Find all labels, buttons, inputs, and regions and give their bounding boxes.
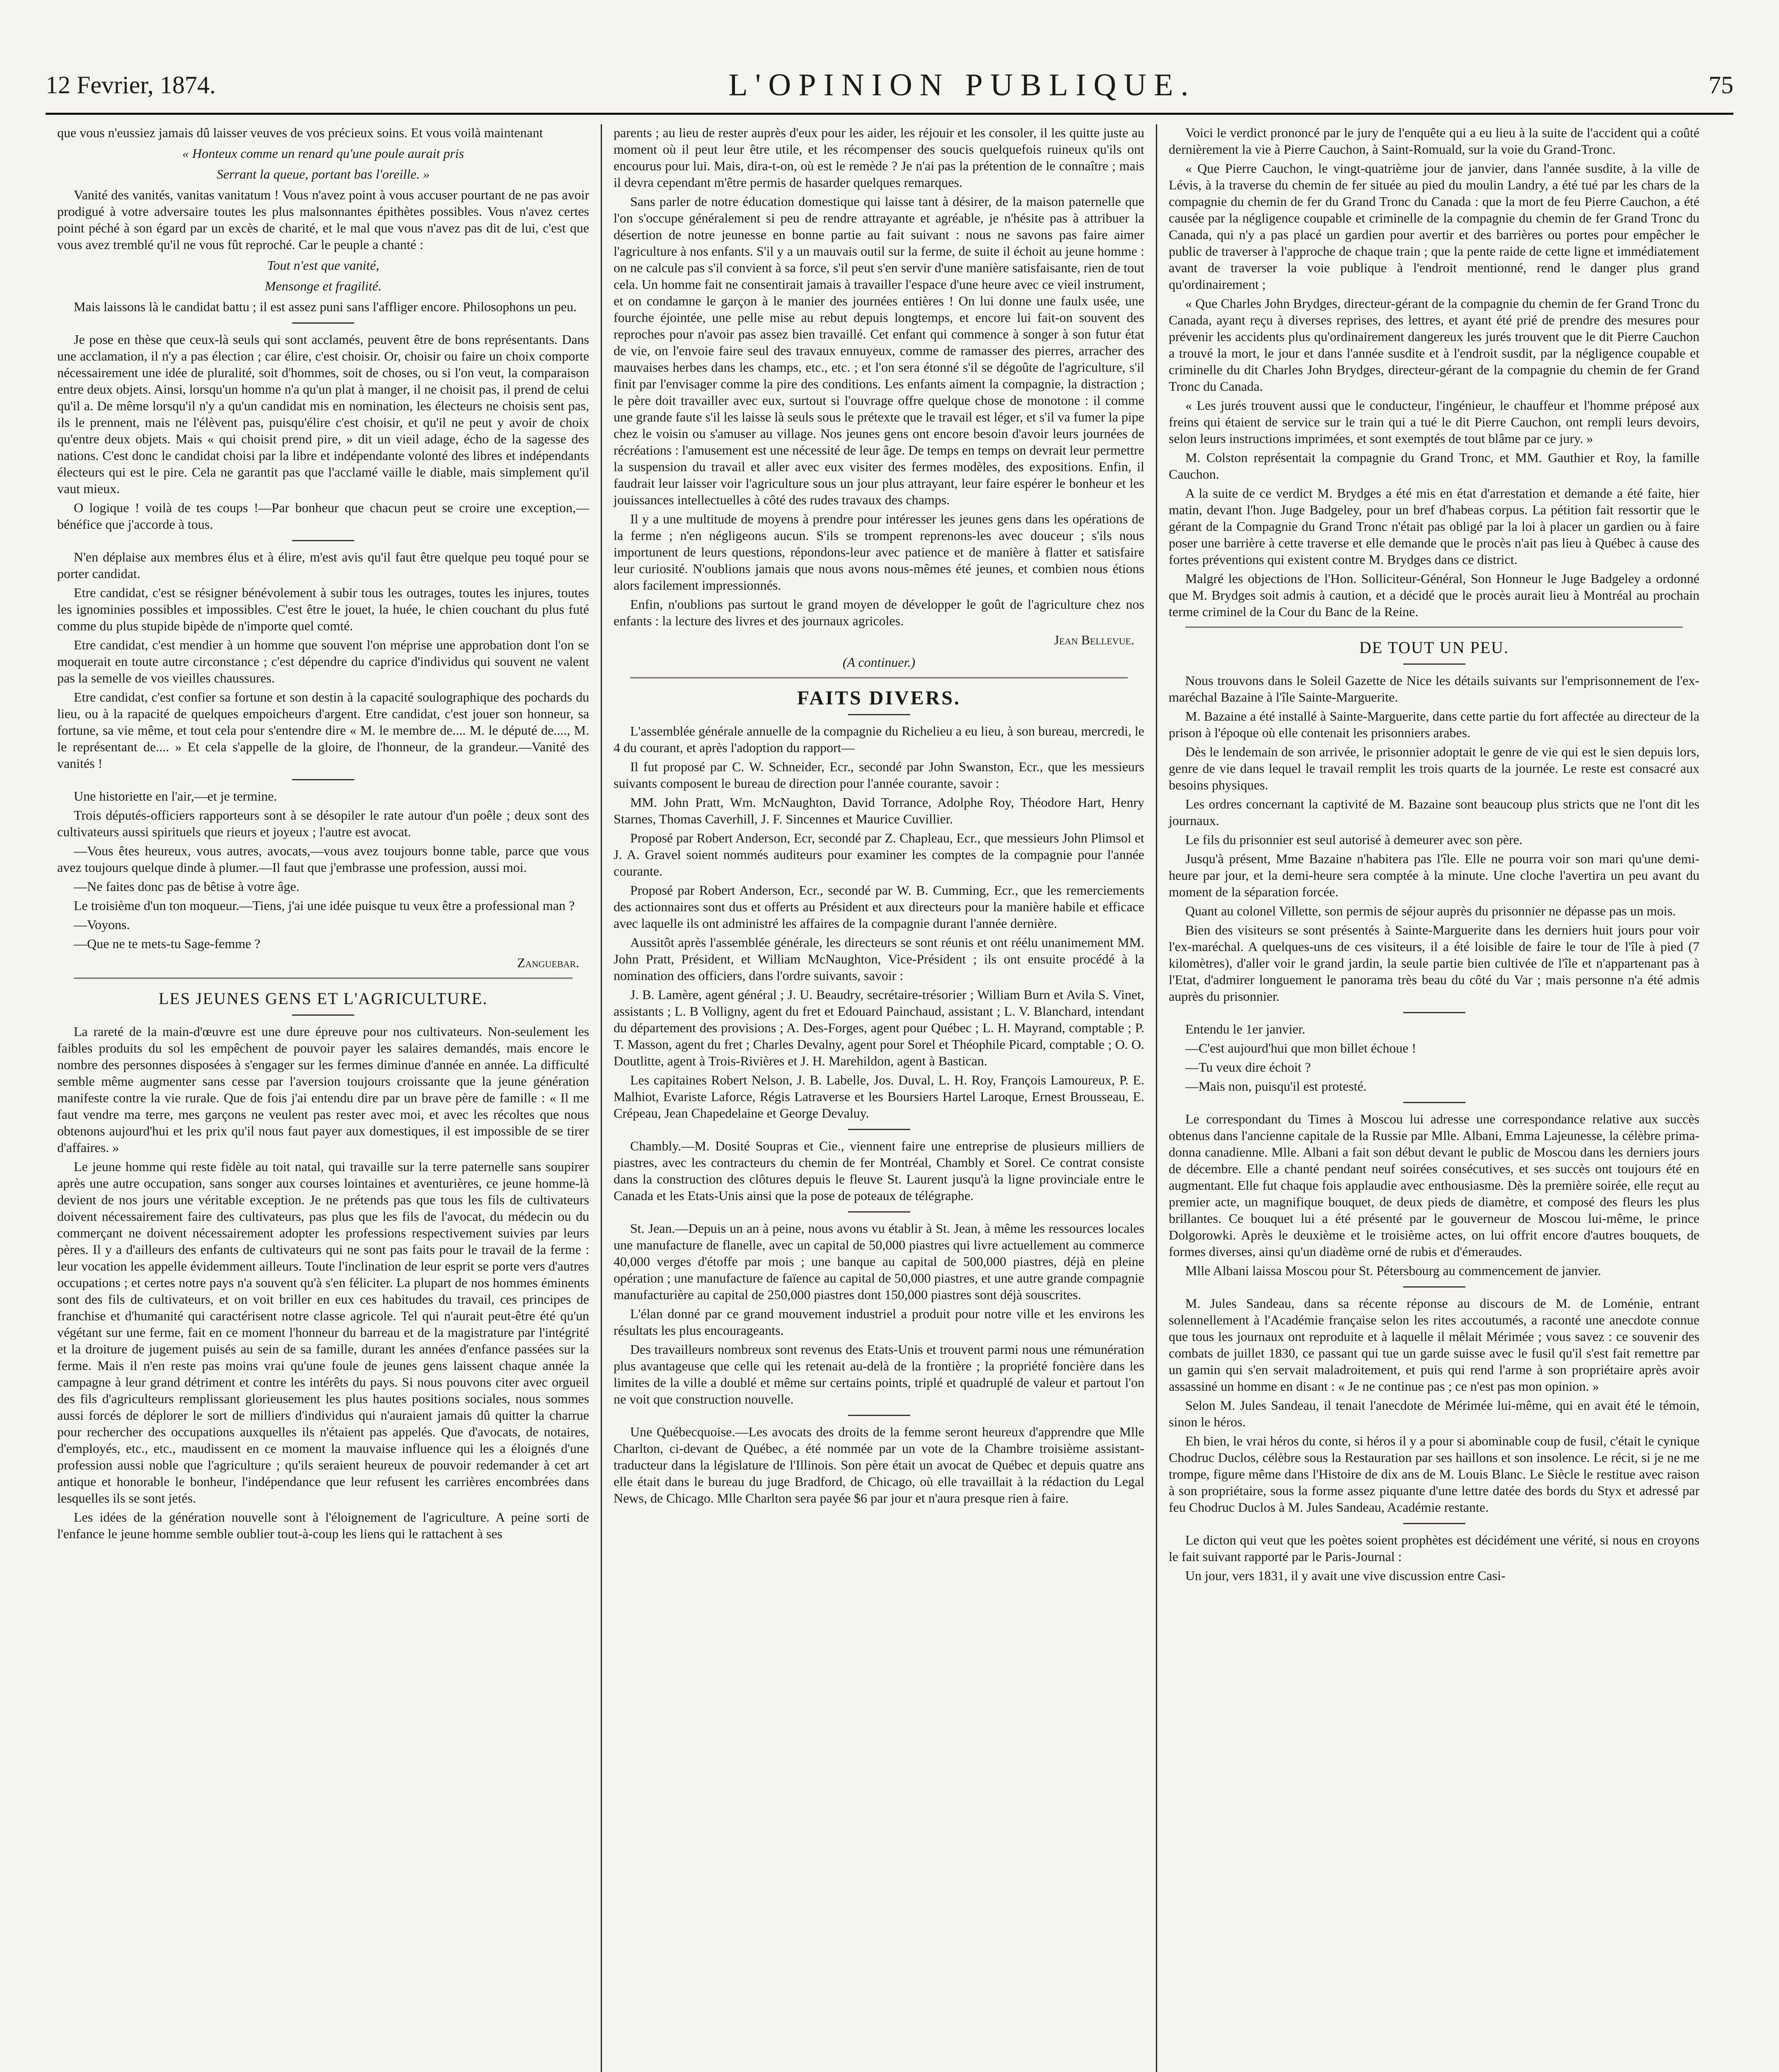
paragraph: M. Bazaine a été installé à Sainte-Marguerite, dans cette partie du fort affectée au directeur de la prison à l'époque où elle contenait les prisonniers arabes.	[1169, 709, 1699, 740]
paragraph: Etre candidat, c'est mendier à un homme que souvent l'on méprise une approbation dont l'on se moquerait en toute autre circonstance ; c'est dépendre du caprice d'individus qui souvent ne valent pas la semelle de vos vieilles chaussures.	[57, 637, 589, 685]
paragraph: Bien des visiteurs se sont présentés à Sainte-Marguerite dans les derniers huit jours pour voir l'ex-maréchal. A quelques-uns de ces visiteurs, il a été loisible de faire le tour de l'île à pied (7 kilomètres), d'aller voir le grand jardin, la seule partie bien cultivée de l'île et n'appartenant pas à l'Etat, d'admirer longuement le panorama très beau du côté du Var ; mais personne n'a été admis auprès du prisonnier.	[1169, 922, 1699, 1004]
paragraph: M. Jules Sandeau, dans sa récente réponse au discours de M. de Loménie, entrant solennellement à l'Académie française selon les rites accoutumés, a raconté une anecdote connue que tous les journaux ont reproduite et à laquelle il mêlait Mérimée ; vous savez : ce souvenir des combats de juillet 1830, ce passant qui tue un garde suisse avec le fusil qu'il s'est fait remettre par un gamin qui s'en servait maladroitement, et puis qui rend l'arme à son propriétaire après avoir assassiné un homme en disant : « Je ne continue pas ; ce n'est pas mon opinion. »	[1169, 1296, 1699, 1394]
separator	[848, 1415, 910, 1416]
paragraph: Entendu le 1er janvier.	[1185, 1021, 1305, 1036]
paragraph: M. Colston représentait la compagnie du Grand Tronc, et MM. Gauthier et Roy, la famille Cauchon.	[1169, 450, 1699, 482]
column-2	[601, 124, 1156, 2072]
paragraph: Proposé par Robert Anderson, Ecr, secondé par Z. Chapleau, Ecr., que messieurs John Plimsol et J. A. Gravel soient nommés auditeurs pour examiner les comptes de la compagnie pour l'année courante.	[614, 830, 1144, 879]
paragraph: Des travailleurs nombreux sont revenus des Etats-Unis et trouvent parmi nous une rémunération plus avantageuse que celle qui les retenait au-delà de la frontière ; la propriété foncière dans les limites de la ville a doublé et même sur certains points, triplé et quadruplé de valeur et partout l'on ne voit que construction nouvelle.	[614, 1342, 1144, 1406]
double-rule	[1185, 627, 1683, 629]
paragraph: —Voyons.	[74, 917, 130, 932]
header-rule	[46, 113, 1733, 115]
paragraph: Eh bien, le vrai héros du conte, si héros il y a pour si abominable coup de fusil, c'était le cynique Chodruc Duclos, célèbre sous la Restauration par ses haillons et son insolence. Le récit, si je ne me trompe, figure même dans l'Histoire de dix ans de M. Louis Blanc. Le Siècle le restitue avec raison à son propriétaire, sous la forme assez piquante d'une lettre datée des bords du Styx et adressé par feu Chodruc Duclos à M. Jules Sandeau, Académie restante.	[1169, 1433, 1699, 1515]
paragraph: Nous trouvons dans le Soleil Gazette de Nice les détails suivants sur l'emprisonnement de l'ex-maréchal Bazaine à l'île Sainte-Marguerite.	[1169, 673, 1699, 704]
paragraph: Etre candidat, c'est confier sa fortune et son destin à la capacité soulographique des pochards du lieu, ou à la rapacité de quelques empoicheurs d'argent. Etre candidat, c'est jouer son honneur, sa fortune, sa vie même, et tout cela pour s'entendre dire « M. le membre de.... M. le député de...., M. le représentant de.... » Et cela s'appelle de la gloire, de l'honneur, de la grandeur.—Vanité des vanités !	[57, 690, 589, 771]
paragraph: St. Jean.—Depuis un an à peine, nous avons vu établir à St. Jean, à même les ressources locales une manufacture de flanelle, avec un capital de 50,000 piastres qui livre actuellement au commerce 40,000 verges d'étoffe par mois ; une banque au capital de 500,000 piastres, déjà en pleine opération ; une manufacture de faïence au capital de 50,000 piastres, et une autre grande compagnie manufacturière au capital de 250,000 piastres dont 150,000 piastres sont déjà souscrites.	[614, 1221, 1144, 1302]
masthead	[46, 62, 1733, 108]
separator	[848, 714, 910, 715]
verse-line: Tout n'est que vanité,	[267, 258, 379, 273]
paragraph: « Les jurés trouvent aussi que le conducteur, l'ingénieur, le chauffeur et l'homme préposé aux freins qui étaient de service sur le train qui a tué le dit Pierre Cauchon, ont rempli leurs devoirs, selon leurs instructions imprimées, et sont exemptés de tout blâme par ce jury. »	[1169, 398, 1699, 446]
newspaper-title: L'OPINION PUBLIQUE.	[728, 67, 1196, 102]
paragraph: O logique ! voilà de tes coups !—Par bonheur que chacun peut se croire une exception,—bénéfice que j'accorde à tous.	[57, 500, 589, 532]
paragraph: parents ; au lieu de rester auprès d'eux pour les aider, les réjouir et les consoler, il les quitte juste au moment où il peut leur être utile, et les récompenser des soucis quelquefois ruineux qu'ils ont encourus pour lui. Mais, dira-t-on, où est le remède ? Je n'ai pas la prétention de le connaître ; mais il devra cependant m'être permis de hasarder quelques remarques.	[614, 125, 1144, 190]
separator	[292, 779, 354, 780]
section-title: LES JEUNES GENS ET L'AGRICULTURE.	[158, 989, 488, 1008]
paragraph: Trois députés-officiers rapporteurs sont à se désopiler le rate autour d'un poêle ; deux sont des cultivateurs aussi spirituels que rieurs et joyeux ; l'autre est avocat.	[57, 808, 589, 839]
paragraph: J. B. Lamère, agent général ; J. U. Beaudry, secrétaire-trésorier ; William Burn et Avila S. Vinet, assistants ; L. B Volligny, agent du fret et Edouard Painchaud, assistant ; L. V. Blanchard, intendant du département des provisions ; A. Des-Forges, agent pour Québec ; L. H. Mayrand, comptable ; P. T. Masson, agent du fret ; Charles Devalny, agent pour Sorel et Théophile Picard, comptable ; O. O. Doutlitte, agent à Trois-Rivières et J. H. Marehildon, agent à Bastican.	[614, 987, 1144, 1068]
paragraph: Jusqu'à présent, Mme Bazaine n'habitera pas l'île. Elle ne pourra voir son mari qu'une demi-heure par jour, et la demi-heure sera comptée à la minute. Une cloche l'avertira un peu avant du moment de la séparation forcée.	[1169, 851, 1699, 899]
double-rule	[630, 677, 1128, 680]
to-be-continued: (A continuer.)	[842, 655, 916, 670]
separator	[1403, 1286, 1465, 1288]
paragraph: que vous n'eussiez jamais dû laisser veuves de vos précieux soins. Et vous voilà maintenant	[57, 125, 543, 140]
page-number: 75	[1708, 71, 1733, 99]
paragraph: « Que Pierre Cauchon, le vingt-quatrième jour de janvier, dans l'année susdite, à la ville de Lévis, à la traverse du chemin de fer située au pied du moulin Landry, a été tué par les chars de la compagnie du chemin de fer du Grand Tronc du Canada : que la mort de feu Pierre Cauchon, a été causée par la négligence coupable et criminelle de la compagnie du chemin de fer Grand Tronc du Canada, qui n'y a pas placé un gardien pour avertir et des barrières ou portes pour empêcher le public de traverser à l'approche de chaque train ; que la pente raide de cette ligne et immédiatement avant de traverser la voie publique à l'endroit mentionné, rend le danger plus grand qu'ordinairement ;	[1169, 161, 1699, 292]
paragraph: La rareté de la main-d'œuvre est une dure épreuve pour nos cultivateurs. Non-seulement les faibles produits du sol les empêchent de pouvoir payer les salaires demandés, mais encore le nombre des personnes disposées à s'engager sur les fermes diminue d'année en année. La difficulté semble même augmenter sans cesse par l'aversion toujours croissante que la jeune génération manifeste contre la vie rurale. Que de fois j'ai entendu dire par un brave père de famille : « Il me faut vendre ma terre, mes garçons ne veulent pas rester avec moi, et avec les récoltes que nous obtenons aujourd'hui et les prix qu'il nous faut payer aux domestiques, il est impossible de se tirer d'affaires. »	[57, 1024, 589, 1155]
separator	[1403, 1523, 1465, 1524]
paragraph: Mlle Albani laissa Moscou pour St. Pétersbourg au commencement de janvier.	[1185, 1263, 1601, 1278]
paragraph: Voici le verdict prononcé par le jury de l'enquête qui a eu lieu à la suite de l'accident qui a coûté dernièrement la vie à Pierre Cauchon, à Saint-Romuald, sur la voie du Grand-Tronc.	[1169, 125, 1699, 157]
verse-line: « Honteux comme un renard qu'une poule aurait pris	[182, 146, 464, 161]
paragraph: Une Québecquoise.—Les avocats des droits de la femme seront heureux d'apprendre que Mlle Charlton, ci-devant de Québec, a été nommée par un vote de la Chambre troisième assistant-traducteur dans la législature de l'Illinois. Son père était un avocat de Québec et depuis quatre ans elle était dans le bureau du juge Bradford, de Chicago, où elle travaillait à la rédaction du Legal News, de Chicago. Mlle Charlton sera payée $6 par jour et n'aura presque rien à faire.	[614, 1424, 1144, 1506]
paragraph: Il fut proposé par C. W. Schneider, Ecr., secondé par John Swanston, Ecr., que les messieurs suivants composent le bureau de direction pour l'année courante, savoir :	[614, 759, 1144, 791]
separator	[848, 1211, 910, 1213]
paragraph: Il y a une multitude de moyens à prendre pour intéresser les jeunes gens dans les opérations de la ferme ; n'en négligeons aucun. S'ils se trompent reprenons-les avec douceur ; s'ils nous importunent de leurs questions, répondons-leur avec patience et de manière à flatter et satisfaire leur curiosité. N'oublions jamais que nous avons nous-mêmes été jeunes, et combien nous étions alors facilement impressionnés.	[614, 511, 1144, 593]
paragraph: Dès le lendemain de son arrivée, le prisonnier adoptait le genre de vie qui est le sien depuis lors, genre de vie dans lequel le travail remplit les trois quarts de la journée. Le reste est consacré aux besoins physiques.	[1169, 744, 1699, 792]
paragraph: Proposé par Robert Anderson, Ecr., secondé par W. B. Cumming, Ecr., que les remerciements des actionnaires sont dus et offerts au Président et aux directeurs pour la manière habile et efficace avec laquelle ils ont administré les affaires de la compagnie durant l'année dernière.	[614, 883, 1144, 931]
paragraph: —Vous êtes heureux, vous autres, avocats,—vous avez toujours bonne table, parce que vous avez toujours quelque dinde à plumer.—Il faut que j'embrasse une profession, aussi moi.	[57, 843, 589, 875]
paragraph: —Ne faites donc pas de bêtise à votre âge.	[74, 879, 300, 894]
paragraph: Le dicton qui veut que les poètes soient prophètes est décidément une vérité, si nous en croyons le fait suivant rapporté par le Paris-Journal :	[1169, 1532, 1699, 1564]
paragraph: Vanité des vanités, vanitas vanitatum ! Vous n'avez point à vous accuser pourtant de ne pas avoir prodigué à votre adversaire toutes les plus malsonnantes épithètes possibles. Vous n'avez certes point péché à son égard par un excès de charité, et le mal que vous n'avez pas dit de lui, c'est que vous avez tremblé qu'il ne vous fût reproché. Car le peuple a chanté :	[57, 187, 589, 252]
paragraph: Les capitaines Robert Nelson, J. B. Labelle, Jos. Duval, L. H. Roy, François Lamoureux, P. E. Malhiot, Evariste Laforce, Régis Latraverse et les Boursiers Hartel Laroque, Ernest Brousseau, E. Crépeau, Jean Chapedelaine et George Devaluy.	[614, 1072, 1144, 1121]
separator	[1403, 663, 1465, 665]
verse-line: Serrant la queue, portant bas l'oreille. »	[216, 167, 430, 182]
column-3	[1156, 124, 1711, 2072]
paragraph: Quant au colonel Villette, son permis de séjour auprès du prisonnier ne dépasse pas un mois.	[1185, 903, 1676, 918]
paragraph: L'assemblée générale annuelle de la compagnie du Richelieu a eu lieu, à son bureau, mercredi, le 4 du courant, et après l'adoption du rapport—	[614, 724, 1144, 755]
paragraph: Un jour, vers 1831, il y avait une vive discussion entre Casi-	[1185, 1568, 1506, 1583]
separator	[292, 322, 354, 324]
paragraph: —Que ne te mets-tu Sage-femme ?	[74, 936, 261, 951]
paragraph: Je pose en thèse que ceux-là seuls qui sont acclamés, peuvent être de bons représentants. Dans une acclamation, il n'y a pas élection ; car élire, c'est choisir. Or, choisir ou faire un choix comporte nécessairement une idée de pluralité, soit d'hommes, soit de choses, ou si l'on veut, la comparaison entre deux objets. Ainsi, lorsqu'un homme n'a qu'un plat à manger, il ne choisit pas, il prend de celui qu'il a. De même lorsqu'il n'y a qu'un candidat mis en nomination, les électeurs ne choisis sent pas, ils le prennent, mais ne l'élèvent pas, puisqu'élire c'est choisir, et qu'il ne peut y avoir de choix qu'entre deux objets. Mais « qui choisit prend pire, » dit un vieil adage, écho de la sagesse des nations. C'est donc le candidat choisi par la libre et indépendante volonté des libres et indépendants électeurs qui est le pire. Cela ne garantit pas que l'acclamé vaille le diable, mais simplement qu'il vaut mieux.	[57, 332, 589, 496]
paragraph: Sans parler de notre éducation domestique qui laisse tant à désirer, de la maison paternelle que l'on s'occupe généralement si peu de rendre attrayante et agréable, je n'hésite pas à attribuer la désertion de notre jeunesse en bonne partie au fait suivant : nous ne savons pas faire aimer l'agriculture à nos enfants. S'il y a un mauvais outil sur la ferme, de suite il échoit au jeune homme : on ne calcule pas s'il convient à sa force, s'il peut s'en servir d'une manière satisfaisante, rien de tout cela. Un homme fait ne consentirait jamais à travailler l'espace d'une heure avec ce vieil instrument, et on condamne le garçon à le manier des journées entières ! On lui donne une faulx usée, une fourche éjointée, une pelle mise au rebut depuis longtemps, et encore lui fait-on souvent des reproches pour n'avoir pas assez bien travaillé. Cet enfant qui commence à songer à son futur état de vie, on l'envoie faire seul des travaux ennuyeux, comme de ramasser des pierres, arracher des mauvaises herbes dans les champs, etc., etc. ; et l'on sera étonné s'il se dégoûte de l'agriculture, s'il finit par l'envisager comme la pire des conditions. Les enfants aiment la compagnie, la distraction ; le père doit travailler avec eux, surtout si l'ouvrage offre quelque chose de monotone : il comme une grande faute s'il les laisse là seuls sous le prétexte que le travail est léger, et s'il va fumer la pipe chez le voisin ou s'amuser au village. Nos jeunes gens ont encore besoin d'avoir leurs journées de récréations : l'amusement est une nécessité de leur âge. De temps en temps on devrait leur permettre la suspension du travail et aller avec eux visiter des fermes modèles, des expositions. Enfin, il faudrait leur laisser voir l'agriculture sous un jour plus attrayant, leur faire espérer le bonheur et les jouissances intellectuelles à côté des rudes travaux des champs.	[614, 194, 1144, 507]
columns	[46, 124, 1733, 2072]
paragraph: Le jeune homme qui reste fidèle au toit natal, qui travaille sur la terre paternelle sans soupirer après une autre occupation, sans songer aux courses lointaines et aventurières, ce jeune homme-là devient de nos jours une véritable exception. Je ne prétends pas que tous les fils de cultivateurs doivent nécessairement faire des cultivateurs, pas plus que les fils de l'avocat, du médecin ou du commerçant ne doivent nécessairement adopter les professions respectivement suivies par leurs pères. Il y a d'ailleurs des enfants de cultivateurs qui ne sont pas faits pour le travail de la ferme : leur vocation les appelle évidemment ailleurs. Toute l'inclination de leur esprit se porte vers d'autres occupations ; et certes notre pays n'a souvent qu'à s'en féliciter. La plupart de nos hommes éminents sont des fils de cultivateurs, et on voit briller en eux ces habitudes du travail, ces principes de franchise et d'humanité qui caractérisent notre classe agricole. Tel qui n'aurait peut-être été qu'un végétant sur une ferme, fait en ce moment l'honneur du barreau et de la magistrature par l'intégrité et la droiture de jugement puisés au sein de sa famille, durant les années d'enfance passées sur la ferme. Mais il n'en reste pas moins vrai qu'une foule de jeunes gens laissent chaque année la campagne à leur grand détriment et contre les intérêts du pays. Si nous pouvons citer avec orgueil des fils d'agriculteurs remplissant glorieusement les plus hautes positions sociales, nous sommes aussi forcés de déplorer le sort de milliers d'individus qui n'auraient jamais dû quitter la charrue pour rechercher des occupations auxquelles ils n'étaient pas appelés. Que d'avocats, de notaires, d'employés, etc., etc., maudissent en ce moment la mauvaise influence qui les a éloignés d'une profession aussi noble que l'agriculture ; qu'ils seraient heureux de pouvoir redemander à cet art antique et honorable le bonheur, l'indépendance que leur refusent les carrières encombrées dans lesquelles ils se sont jetés.	[57, 1159, 589, 1506]
paragraph: Etre candidat, c'est se résigner bénévolement à subir tous les outrages, toutes les injures, toutes les ignominies possibles et impossibles. C'est être le jouet, la huée, le chien couchant du plus futé comme du plus stupide bipède de n'importe quel comté.	[57, 585, 589, 633]
column-1	[46, 124, 601, 2072]
paragraph: —C'est aujourd'hui que mon billet échoue !	[1185, 1041, 1416, 1055]
section-title: DE TOUT UN PEU.	[1359, 638, 1509, 657]
paragraph: MM. John Pratt, Wm. McNaughton, David Torrance, Adolphe Roy, Théodore Hart, Henry Starnes, Thomas Caverhill, J. F. Sincennes et Maurice Cuvillier.	[614, 795, 1144, 826]
paragraph: Les idées de la génération nouvelle sont à l'éloignement de l'agriculture. A peine sorti de l'enfance le jeune homme semble oublier tout-à-coup les liens qui le rattachent à ses	[57, 1510, 589, 1541]
issue-date: 12 Fevrier, 1874.	[46, 71, 216, 99]
paragraph: N'en déplaise aux membres élus et à élire, m'est avis qu'il faut être quelque peu toqué pour se porter candidat.	[57, 549, 589, 581]
paragraph: Chambly.—M. Dosité Soupras et Cie., viennent faire une entreprise de plusieurs milliers de piastres, avec les contracteurs du chemin de fer Montréal, Chambly et Sorel. Ce contrat consiste dans la construction des clôtures depuis le fleuve St. Laurent jusqu'à la ligne provinciale entre le Canada et les Etats-Unis ainsi que la pose de poteaux de télégraphe.	[614, 1138, 1144, 1203]
paragraph: Une historiette en l'air,—et je termine.	[74, 789, 277, 804]
verse-line: Mensonge et fragilité.	[265, 278, 382, 293]
paragraph: Selon M. Jules Sandeau, il tenait l'anecdote de Mérimée lui-même, qui en avait été le témoin, sinon le héros.	[1169, 1398, 1699, 1429]
separator	[292, 540, 354, 541]
paragraph: Malgré les objections de l'Hon. Solliciteur-Général, Son Honneur le Juge Badgeley a ordonné que M. Brydges soit admis à caution, et a décidé que le procès aurait lieu à Montréal au prochain terme criminel de la Cour du Banc de la Reine.	[1169, 571, 1699, 619]
double-rule	[74, 978, 573, 980]
paragraph: —Tu veux dire échoit ?	[1185, 1060, 1311, 1075]
paragraph: Le correspondant du Times à Moscou lui adresse une correspondance relative aux succès obtenus dans l'ancienne capitale de la Russie par Mlle. Albani, Emma Lajeunesse, la célèbre prima-donna canadienne. Mlle. Albani a fait son début devant le public de Moscou dans les derniers jours de décembre. Elle a chanté pendant neuf soirées consécutives, et ses succès ont toujours été en augmentant. Elle fut chaque fois applaudie avec enthousiasme. Dès la première soirée, elle reçut au premier acte, un magnifique bouquet, de deux pieds de diamètre, et composé des fleurs les plus brillantes. Ce bouquet lui a été présenté par le gouverneur de Moscou lui-même, le prince Dolgorowki. Après le deuxième et le troisième actes, on lui offrit encore d'autres bouquets, de formes diverses, ainsi qu'un diadème orné de rubis et d'émeraudes.	[1169, 1111, 1699, 1259]
separator	[848, 1129, 910, 1130]
paragraph: L'élan donné par ce grand mouvement industriel a produit pour notre ville et les environs les résultats les plus encourageants.	[614, 1306, 1144, 1338]
paragraph: Le troisième d'un ton moqueur.—Tiens, j'ai une idée puisque tu veux être a professional man ?	[74, 898, 575, 913]
separator	[292, 1014, 354, 1016]
paragraph: Le fils du prisonnier est seul autorisé à demeurer avec son père.	[1185, 832, 1523, 847]
paragraph: Mais laissons là le candidat battu ; il est assez puni sans l'affliger encore. Philosophons un peu.	[74, 299, 577, 314]
paragraph: —Mais non, puisqu'il est protesté.	[1185, 1079, 1367, 1094]
paragraph: Aussitôt après l'assemblée générale, les directeurs se sont réunis et ont réélu unanimement MM. John Pratt, Président, et William McNaughton, Vice-Président ; ils ont ensuite procédé à la nomination des officiers, dans l'ordre suivants, savoir :	[614, 935, 1144, 983]
signature: Jean Bellevue.	[1054, 632, 1134, 647]
signature: Zanguebar.	[517, 955, 579, 970]
separator	[1403, 1012, 1465, 1013]
paragraph: A la suite de ce verdict M. Brydges a été mis en état d'arrestation et demande a été faite, hier matin, devant l'hon. Juge Badgeley, pour un bref d'habeas corpus. La pétition fait ressortir que le gérant de la Compagnie du Grand Tronc n'était pas obligé par la loi à placer un gardien ou à faire poser une barrière à cette traverse et elle demande que le procès n'ait pas lieu à Québec à cause des fortes préventions qui existent contre M. Brydges dans ce district.	[1169, 486, 1699, 567]
paragraph: « Que Charles John Brydges, directeur-gérant de la compagnie du chemin de fer Grand Tronc du Canada, ayant reçu à diverses reprises, des lettres, et ayant été prié de prendre des mesures pour prévenir les accidents plus qu'ordinairement dangereux les jurés trouvent que le dit Pierre Cauchon a trouvé la mort, le jour et dans l'année susdite et à l'endroit susdit, par la négligence coupable et criminelle du dit Charles John Brydges, directeur-gérant de la compagnie du chemin de fer Grand Tronc du Canada.	[1169, 296, 1699, 394]
section-title: FAITS DIVERS.	[797, 687, 961, 709]
paragraph: Les ordres concernant la captivité de M. Bazaine sont beaucoup plus stricts que ne l'ont dit les journaux.	[1169, 796, 1699, 828]
paragraph: Enfin, n'oublions pas surtout le grand moyen de développer le goût de l'agriculture chez nos enfants : la lecture des livres et des journaux agricoles.	[614, 597, 1144, 628]
separator	[1403, 1102, 1465, 1103]
